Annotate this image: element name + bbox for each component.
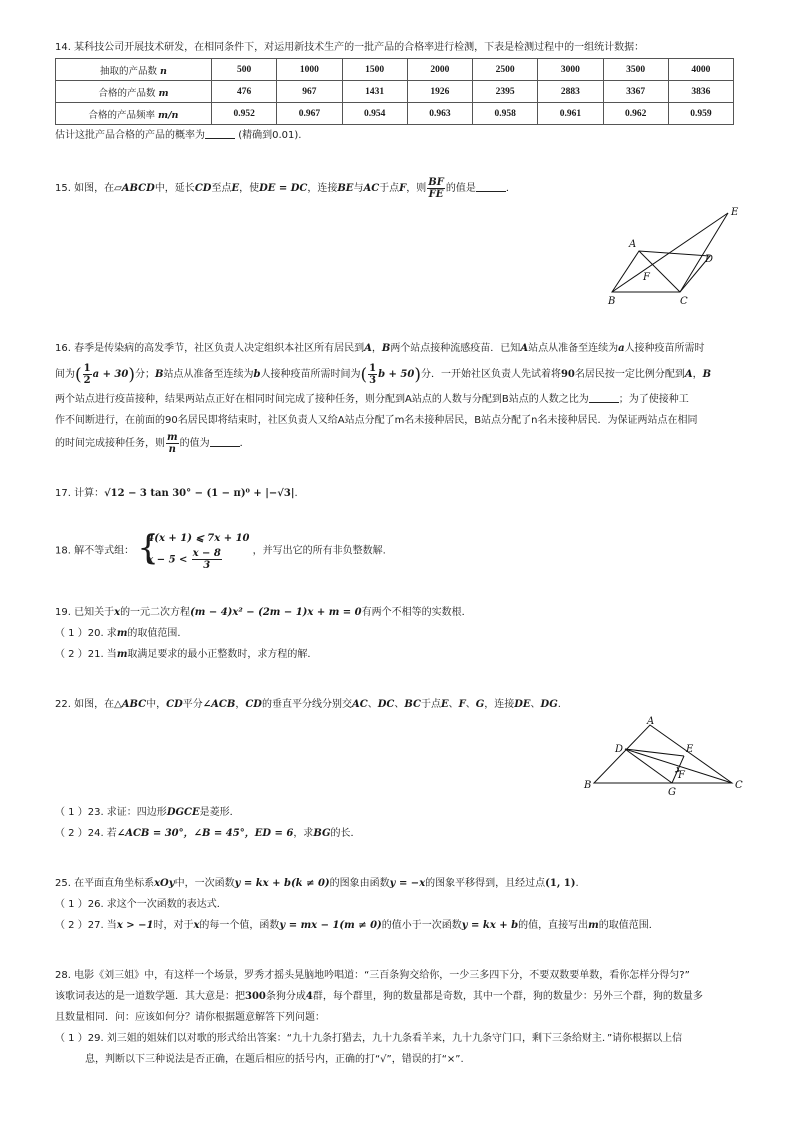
q16-line3: 两个站点进行疫苗接种，结果两站点正好在相同时间完成了接种任务，则分配到A站点的人数与分配到B站点的人数之比为 ；为了使接种工 bbox=[55, 394, 689, 405]
label-b: B bbox=[584, 780, 592, 791]
table-cell: 0.952 bbox=[212, 103, 277, 125]
segment-ce bbox=[680, 213, 728, 292]
q14-question: 估计这批产品合格的产品的概率为 (精确到0.01). bbox=[55, 130, 302, 141]
q14-stem: 14. 某科技公司开展技术研发，在相同条件下，对运用新技术生产的一批产品的合格率进行检测，下表是检测过程中的一组统计数据： bbox=[55, 42, 645, 53]
answer-blank bbox=[476, 181, 506, 192]
table-cell: 2883 bbox=[538, 81, 603, 103]
table-row bbox=[56, 59, 734, 81]
q16-line1: 16. 春季是传染病的高发季节，社区负责人决定组织本社区所有居民到A，B两个站点接种流感疫苗．已知A站点从准备至连续为a人接种疫苗所需时 bbox=[55, 343, 705, 354]
table-cell: 2395 bbox=[473, 81, 538, 103]
q19-stem: 19. 已知关于x的一元二次方程(m − 4)x² − (2m − 1)x + m = 0有两个不相等的实数根． bbox=[55, 607, 472, 618]
table-cell: 3367 bbox=[603, 81, 668, 103]
q14-stat-table bbox=[55, 58, 734, 125]
label-f: F bbox=[643, 272, 650, 283]
q16-line5: 的时间完成接种任务，则 $\frac{m}{n}$ 的值为 ． bbox=[55, 431, 250, 455]
segment-be bbox=[612, 213, 728, 292]
table-cell: 1926 bbox=[407, 81, 472, 103]
table-cell: 1000 bbox=[277, 59, 342, 81]
label-g: G bbox=[668, 787, 676, 798]
q28-line2: 该歌词表达的是一道数学题．其大意是：把300条狗分成4群，每个群里，狗的数量都是奇数，其中一个群，狗的数量少：另外三个群，狗的数量多 bbox=[55, 991, 703, 1002]
q25-part1: （ 1 ）26. 求这个一次函数的表达式． bbox=[55, 899, 227, 910]
q19-part1: （ 1 ）20. 求m的取值范围． bbox=[55, 628, 188, 639]
label-d: D bbox=[615, 744, 624, 755]
table-cell: 500 bbox=[212, 59, 277, 81]
table-row bbox=[56, 81, 734, 103]
q18-stem: 18. 解不等式组： { 4(x + 1) ⩽ 7x + 10 x − 5 < $\frac{x - 8}{3}$ ，并写出它的所有非负整数解. bbox=[55, 528, 386, 571]
q22-part2: （ 2 ）24. 若∠ACB = 30°，∠B = 45°，ED = 6，求BG的长． bbox=[55, 828, 361, 839]
q19-part2: （ 2 ）21. 当m取满足要求的最小正整数时，求方程的解． bbox=[55, 649, 318, 660]
table-cell: 3500 bbox=[603, 59, 668, 81]
q22-figure-triangle bbox=[580, 716, 745, 800]
q15-fraction: $\frac{BF}{FE}$ bbox=[428, 176, 444, 200]
row-header: 抽取的产品数 n bbox=[56, 59, 212, 81]
table-cell: 1431 bbox=[342, 81, 407, 103]
label-a: A bbox=[629, 239, 637, 250]
label-e: E bbox=[686, 744, 694, 755]
table-cell: 2000 bbox=[407, 59, 472, 81]
table-cell: 0.958 bbox=[473, 103, 538, 125]
parallelogram-abcd bbox=[612, 251, 710, 292]
label-e: E bbox=[731, 207, 739, 218]
answer-blank bbox=[589, 392, 619, 403]
q16-line4: 作不间断进行，在前面的90名居民即将结束时，社区负责人又给A站点分配了m名未接种居民，B站点分配了n名未接种居民．为保证两站点在相同 bbox=[55, 415, 698, 426]
table-cell: 0.961 bbox=[538, 103, 603, 125]
q22-stem: 22. 如图，在△ABC中，CD平分∠ACB，CD的垂直平分线分别交AC、DC、BC于点E、F、G，连接DE、DG. bbox=[55, 699, 561, 710]
q28-part1: （ 1 ）29. 刘三姐的姐妹们以对歌的形式给出答案：“九十九条打猎去，九十九条看羊来，九十九条守门口，剩下三条给财主．”请你根据以上信 bbox=[55, 1033, 683, 1044]
table-cell: 0.959 bbox=[668, 103, 733, 125]
table-cell: 3836 bbox=[668, 81, 733, 103]
q17-stem: 17. 计算：√12 − 3 tan 30° − (1 − π)⁰ + |−√3|. bbox=[55, 488, 298, 499]
table-cell: 0.967 bbox=[277, 103, 342, 125]
label-c: C bbox=[680, 296, 688, 307]
q15-stem: 15. 如图，在▱ABCD中，延长CD至点E，使DE = DC，连接BE与AC于点F，则 $\frac{BF}{FE}$ 的值是 ． bbox=[55, 176, 516, 200]
table-cell: 476 bbox=[212, 81, 277, 103]
table-cell: 4000 bbox=[668, 59, 733, 81]
label-a: A bbox=[647, 716, 655, 727]
table-cell: 3000 bbox=[538, 59, 603, 81]
q28-line3: 且数量相同．问：应该如何分？请你根据题意解答下列问题： bbox=[55, 1012, 325, 1023]
label-f: F bbox=[678, 770, 685, 781]
table-row bbox=[56, 103, 734, 125]
table-cell: 0.963 bbox=[407, 103, 472, 125]
label-c: C bbox=[735, 780, 743, 791]
q28-line1: 28. 电影《刘三姐》中，有这样一个场景，罗秀才摇头晃脑地吟唱道：“三百条狗交给你，一少三多四下分，不要双数要单数，看你怎样分得匀?” bbox=[55, 970, 690, 981]
row-header: 合格的产品频率 m/n bbox=[56, 103, 212, 125]
label-d: D bbox=[705, 254, 714, 265]
q16-line2: 间为( $\frac{1}{2}$ a + 30)分；B站点从准备至连续为b人接种疫苗所需时间为( $\frac{1}{3}$ b + 50)分．一开始社区负责人先试着将90名居民按一定比例分配到A，B bbox=[55, 362, 712, 386]
table-cell: 1500 bbox=[342, 59, 407, 81]
q25-part2: （ 2 ）27. 当x > −1时，对于x的每一个值，函数y = mx − 1(m ≠ 0)的值小于一次函数y = kx + b的值，直接写出m的取值范围． bbox=[55, 920, 659, 931]
label-b: B bbox=[608, 296, 616, 307]
table-cell: 0.962 bbox=[603, 103, 668, 125]
answer-blank bbox=[205, 128, 235, 139]
table-cell: 0.954 bbox=[342, 103, 407, 125]
table-cell: 2500 bbox=[473, 59, 538, 81]
table-cell: 967 bbox=[277, 81, 342, 103]
row-header: 合格的产品数 m bbox=[56, 81, 212, 103]
q25-stem: 25. 在平面直角坐标系xOy中，一次函数y = kx + b(k ≠ 0)的图象由函数y = −x的图象平移得到，且经过点(1, 1). bbox=[55, 878, 579, 889]
answer-blank bbox=[210, 436, 240, 447]
q15-figure-parallelogram bbox=[600, 204, 750, 308]
q22-part1: （ 1 ）23. 求证：四边形DGCE是菱形． bbox=[55, 807, 240, 818]
q28-part1-cont: 息，判断以下三种说法是否正确，在题后相应的括号内，正确的打“√”，错误的打“×”. bbox=[85, 1054, 464, 1065]
